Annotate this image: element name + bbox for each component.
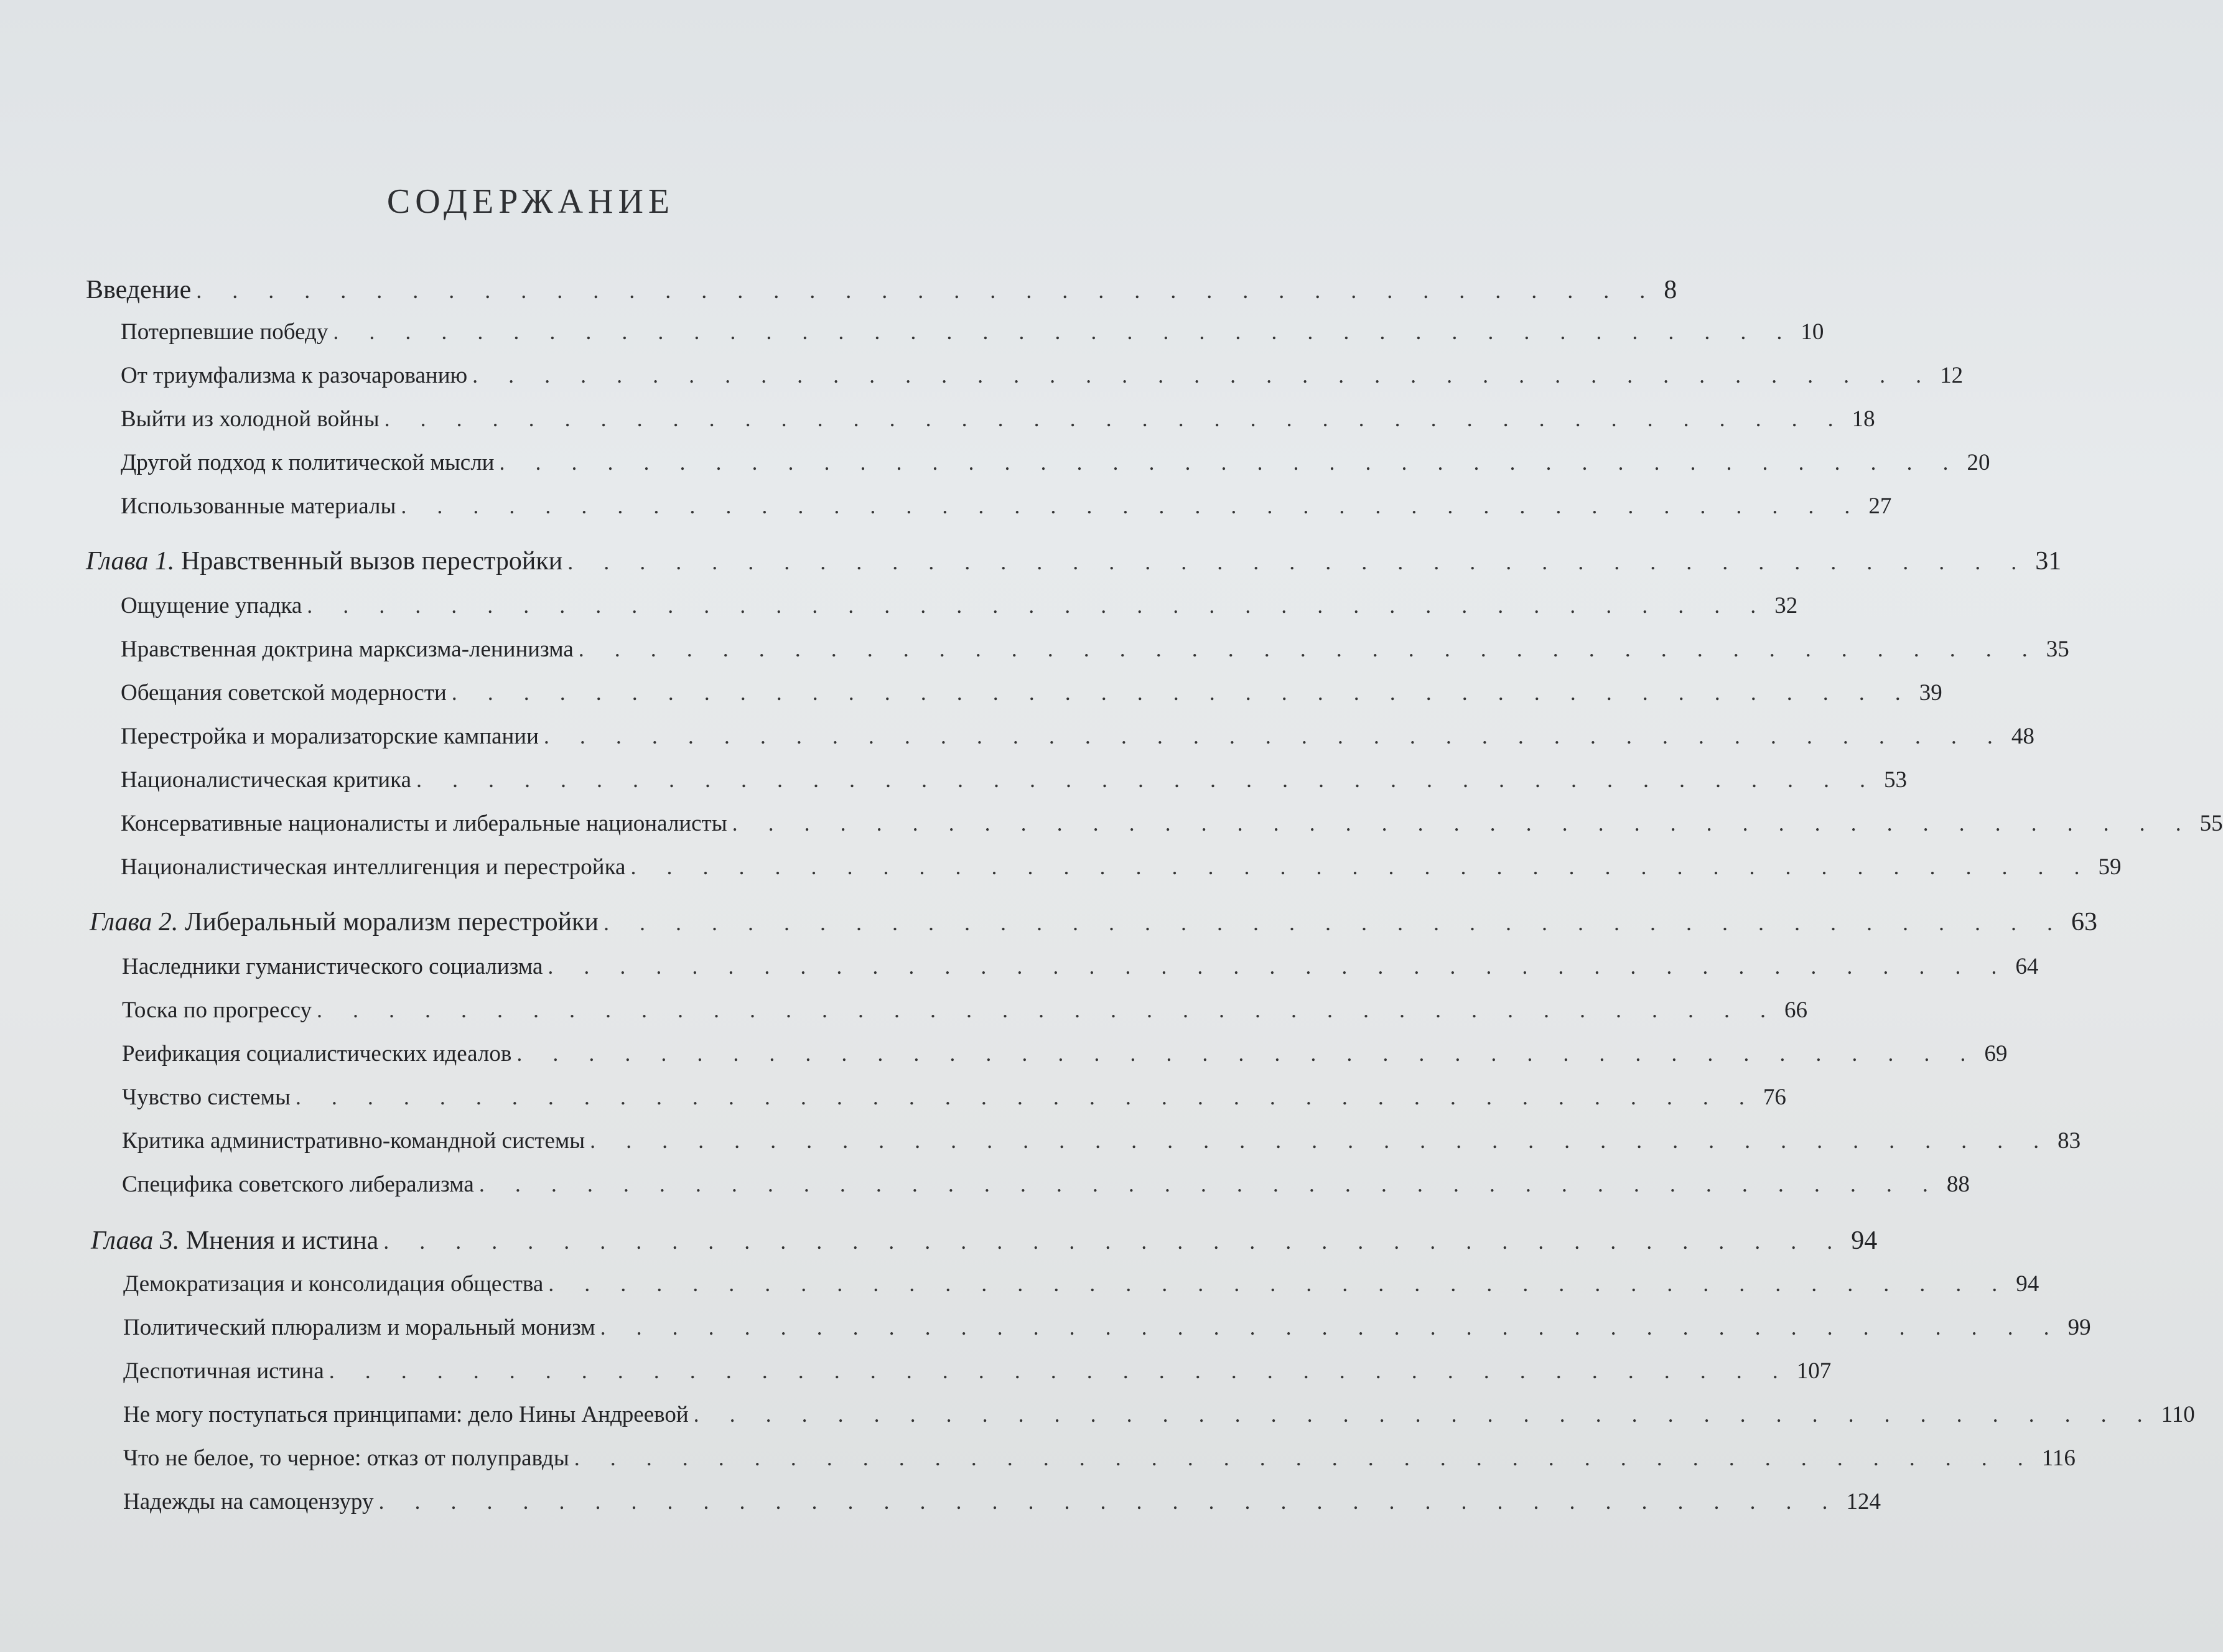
dot-leader: . . . . . . . . . . . . . . . . . . . . . . . . . . . . . . . . . . . . . . . . . (333, 319, 1795, 344)
toc-page-number: 31 (2035, 547, 2062, 576)
toc-subentry (122, 1040, 2008, 1078)
dot-leader: . . . . . . . . . . . . . . . . . . . . . . . . . . . . . . . . . . . . . . . . . (567, 549, 2030, 574)
toc-page-number: 99 (2067, 1315, 2091, 1340)
toc-page-number: 63 (2071, 908, 2097, 936)
toc-page-number: 94 (1851, 1226, 1878, 1255)
toc-subentry (122, 953, 2039, 991)
dot-leader: . . . . . . . . . . . . . . . . . . . . . . . . . . . . . . . . . . . . . . . . . (196, 278, 1658, 303)
toc-entry-label: Националистическая интеллигенция и перестройка (121, 854, 626, 880)
toc-entry-label: Потерпевшие победу (121, 319, 329, 345)
dot-leader: . . . . . . . . . . . . . . . . . . . . . . . . . . . . . . . . . . . . . . . . . (295, 1085, 1757, 1109)
chapter-prefix: Глава 3. (91, 1226, 180, 1255)
toc-entry-label: Тоска по прогрессу (122, 997, 312, 1023)
toc-subentry (122, 997, 1807, 1034)
toc-subentry (122, 1127, 2081, 1165)
toc-subentry (121, 493, 1892, 530)
toc-entry-label: Критика административно-командной системы (122, 1128, 585, 1154)
toc-page-number: 64 (2015, 954, 2039, 979)
toc-subentry (121, 319, 1824, 356)
chapter-prefix: Глава 1. (86, 547, 175, 576)
toc-entry-label: Чувство системы (122, 1085, 291, 1110)
toc-entry-label: Использованные материалы (121, 493, 396, 519)
toc-page-number: 35 (2046, 637, 2069, 662)
toc-entry-label: Перестройка и морализаторские кампании (121, 724, 539, 749)
toc-page-number: 10 (1801, 319, 1824, 345)
dot-leader: . . . . . . . . . . . . . . . . . . . . . . . . . . . . . . . . . . . . . . . . . (384, 406, 1846, 431)
chapter-prefix: Глава 2. (90, 908, 179, 936)
dot-leader: . . . . . . . . . . . . . . . . . . . . . . . . . . . . . . . . . . . . . . . . . (578, 637, 2040, 661)
dot-leader: . . . . . . . . . . . . . . . . . . . . . . . . . . . . . . . . . . . . . . . . . (472, 363, 1934, 388)
toc-entry-label: От триумфализма к разочарованию (121, 363, 468, 388)
toc-entry-label: Ощущение упадка (121, 593, 302, 618)
toc-page-number: 39 (1919, 680, 1942, 706)
toc-subentry (123, 1358, 1832, 1395)
toc-page-number: 32 (1774, 593, 1798, 618)
toc-entry-label: Националистическая критика (121, 767, 412, 793)
toc-entry-label: Демократизация и консолидация общества (123, 1271, 544, 1297)
toc-entry-chapter-1 (86, 546, 2062, 584)
dot-leader: . . . . . . . . . . . . . . . . . . . . . . . . . . . . . . . . . . . . . . . . . (451, 680, 1913, 705)
page-title: СОДЕРЖАНИЕ (386, 182, 675, 221)
dot-leader: . . . . . . . . . . . . . . . . . . . . . . . . . . . . . . . . . . . . . . . . . (307, 593, 1769, 618)
dot-leader: . . . . . . . . . . . . . . . . . . . . . . . . . . . . . . . . . . . . . . . . . (401, 493, 1863, 518)
dot-leader: . . . . . . . . . . . . . . . . . . . . . . . . . . . . . . . . . . . . . . . . . (416, 767, 1878, 792)
dot-leader: . . . . . . . . . . . . . . . . . . . . . . . . . . . . . . . . . . . . . . . . . (478, 1172, 1941, 1197)
dot-leader: . . . . . . . . . . . . . . . . . . . . . . . . . . . . . . . . . . . . . . . . . (383, 1229, 1845, 1254)
toc-subentry (123, 1401, 2195, 1439)
dot-leader: . . . . . . . . . . . . . . . . . . . . . . . . . . . . . . . . . . . . . . . . . (693, 1402, 2155, 1427)
toc-subentry (121, 679, 1942, 717)
toc-page-number: 83 (2058, 1128, 2081, 1154)
dot-leader: . . . . . . . . . . . . . . . . . . . . . . . . . . . . . . . . . . . . . . . . . (590, 1128, 2052, 1153)
dot-leader: . . . . . . . . . . . . . . . . . . . . . . . . . . . . . . . . . . . . . . . . . (548, 1271, 2010, 1296)
dot-leader: . . . . . . . . . . . . . . . . . . . . . . . . . . . . . . . . . . . . . . . . . (329, 1358, 1791, 1383)
toc-entry-label: Глава 2. Либеральный морализм перестройки (90, 908, 599, 936)
toc-entry-label: Наследники гуманистического социализма (122, 954, 543, 979)
toc-page-number: 66 (1784, 997, 1807, 1023)
toc-entry-label: Деспотичная истина (123, 1358, 324, 1384)
toc-page-number: 53 (1884, 767, 1908, 793)
dot-leader: . . . . . . . . . . . . . . . . . . . . . . . . . . . . . . . . . . . . . . . . . (548, 954, 2010, 979)
toc-entry-label: Глава 1. Нравственный вызов перестройки (86, 547, 563, 576)
toc-entry-label: Обещания советской модерности (121, 680, 447, 706)
toc-page-number: 8 (1664, 276, 1677, 304)
toc-entry-label: Что не белое, то черное: отказ от полуправды (123, 1445, 569, 1471)
toc-subentry (121, 767, 1908, 804)
toc-page-number: 76 (1763, 1085, 1786, 1110)
dot-leader: . . . . . . . . . . . . . . . . . . . . . . . . . . . . . . . . . . . . . . . . . (499, 450, 1961, 475)
toc-page-number: 18 (1852, 406, 1875, 432)
dot-leader: . . . . . . . . . . . . . . . . . . . . . . . . . . . . . . . . . . . . . . . . . (516, 1041, 1978, 1066)
dot-leader: . . . . . . . . . . . . . . . . . . . . . . . . . . . . . . . . . . . . . . . . . (732, 811, 2194, 836)
toc-entry-label: Глава 3. Мнения и истина (91, 1226, 379, 1255)
dot-leader: . . . . . . . . . . . . . . . . . . . . . . . . . . . . . . . . . . . . . . . . . (603, 910, 2065, 935)
toc-page-number: 48 (2011, 724, 2034, 749)
toc-subentry (122, 1171, 1970, 1208)
toc-entry-chapter-3 (91, 1226, 1878, 1263)
toc-entry-label: Политический плюрализм и моральный монизм (123, 1315, 595, 1340)
toc-page-number: 88 (1946, 1172, 1970, 1197)
toc-subentry (121, 810, 2223, 847)
toc-subentry (121, 854, 2122, 891)
toc-entry-chapter-2 (90, 907, 2097, 945)
dot-leader: . . . . . . . . . . . . . . . . . . . . . . . . . . . . . . . . . . . . . . . . . (378, 1489, 1840, 1514)
toc-subentry (123, 1488, 1881, 1526)
dot-leader: . . . . . . . . . . . . . . . . . . . . . . . . . . . . . . . . . . . . . . . . . (600, 1315, 2062, 1340)
toc-entry-label: Консервативные националисты и либеральные националисты (121, 811, 727, 836)
toc-page-number: 107 (1796, 1358, 1832, 1384)
toc-entry-label: Выйти из холодной войны (121, 406, 380, 432)
toc-entry-label: Другой подход к политической мысли (121, 450, 495, 475)
toc-entry-label: Не могу поступаться принципами: дело Нины Андреевой (123, 1402, 689, 1427)
toc-subentry (121, 636, 2069, 673)
toc-subentry (121, 362, 1964, 399)
toc-entry-label: Специфика советского либерализма (122, 1172, 474, 1197)
dot-leader: . . . . . . . . . . . . . . . . . . . . . . . . . . . . . . . . . . . . . . . . . (630, 854, 2092, 879)
dot-leader: . . . . . . . . . . . . . . . . . . . . . . . . . . . . . . . . . . . . . . . . . (316, 997, 1778, 1022)
dot-leader: . . . . . . . . . . . . . . . . . . . . . . . . . . . . . . . . . . . . . . . . . (574, 1445, 2036, 1470)
toc-subentry (121, 723, 2034, 760)
toc-entry-label: Реификация социалистических идеалов (122, 1041, 512, 1066)
toc-page-number: 55 (2199, 811, 2223, 836)
toc-page-number: 20 (1967, 450, 1990, 475)
toc-entry-label: Введение (86, 276, 192, 304)
toc-subentry (121, 592, 1798, 630)
toc-page-number: 59 (2098, 854, 2122, 880)
toc-subentry (123, 1271, 2039, 1308)
dot-leader: . . . . . . . . . . . . . . . . . . . . . . . . . . . . . . . . . . . . . . . . . (543, 724, 2005, 749)
toc-page-number: 124 (1846, 1489, 1881, 1514)
toc-subentry (121, 406, 1875, 443)
toc-subentry (123, 1314, 2091, 1351)
toc-page-number: 69 (1984, 1041, 2008, 1066)
toc-subentry (121, 449, 1990, 487)
toc-entry-introduction (86, 275, 1677, 312)
toc-page-number: 12 (1940, 363, 1964, 388)
toc-page-number: 94 (2016, 1271, 2039, 1297)
toc-subentry (123, 1445, 2076, 1482)
toc-page-number: 27 (1868, 493, 1892, 519)
toc-subentry (122, 1084, 1786, 1121)
toc-page-number: 116 (2041, 1445, 2076, 1471)
toc-page-number: 110 (2161, 1402, 2195, 1427)
toc-entry-label: Надежды на самоцензуру (123, 1489, 374, 1514)
toc-entry-label: Нравственная доктрина марксизма-ленинизма (121, 637, 574, 662)
